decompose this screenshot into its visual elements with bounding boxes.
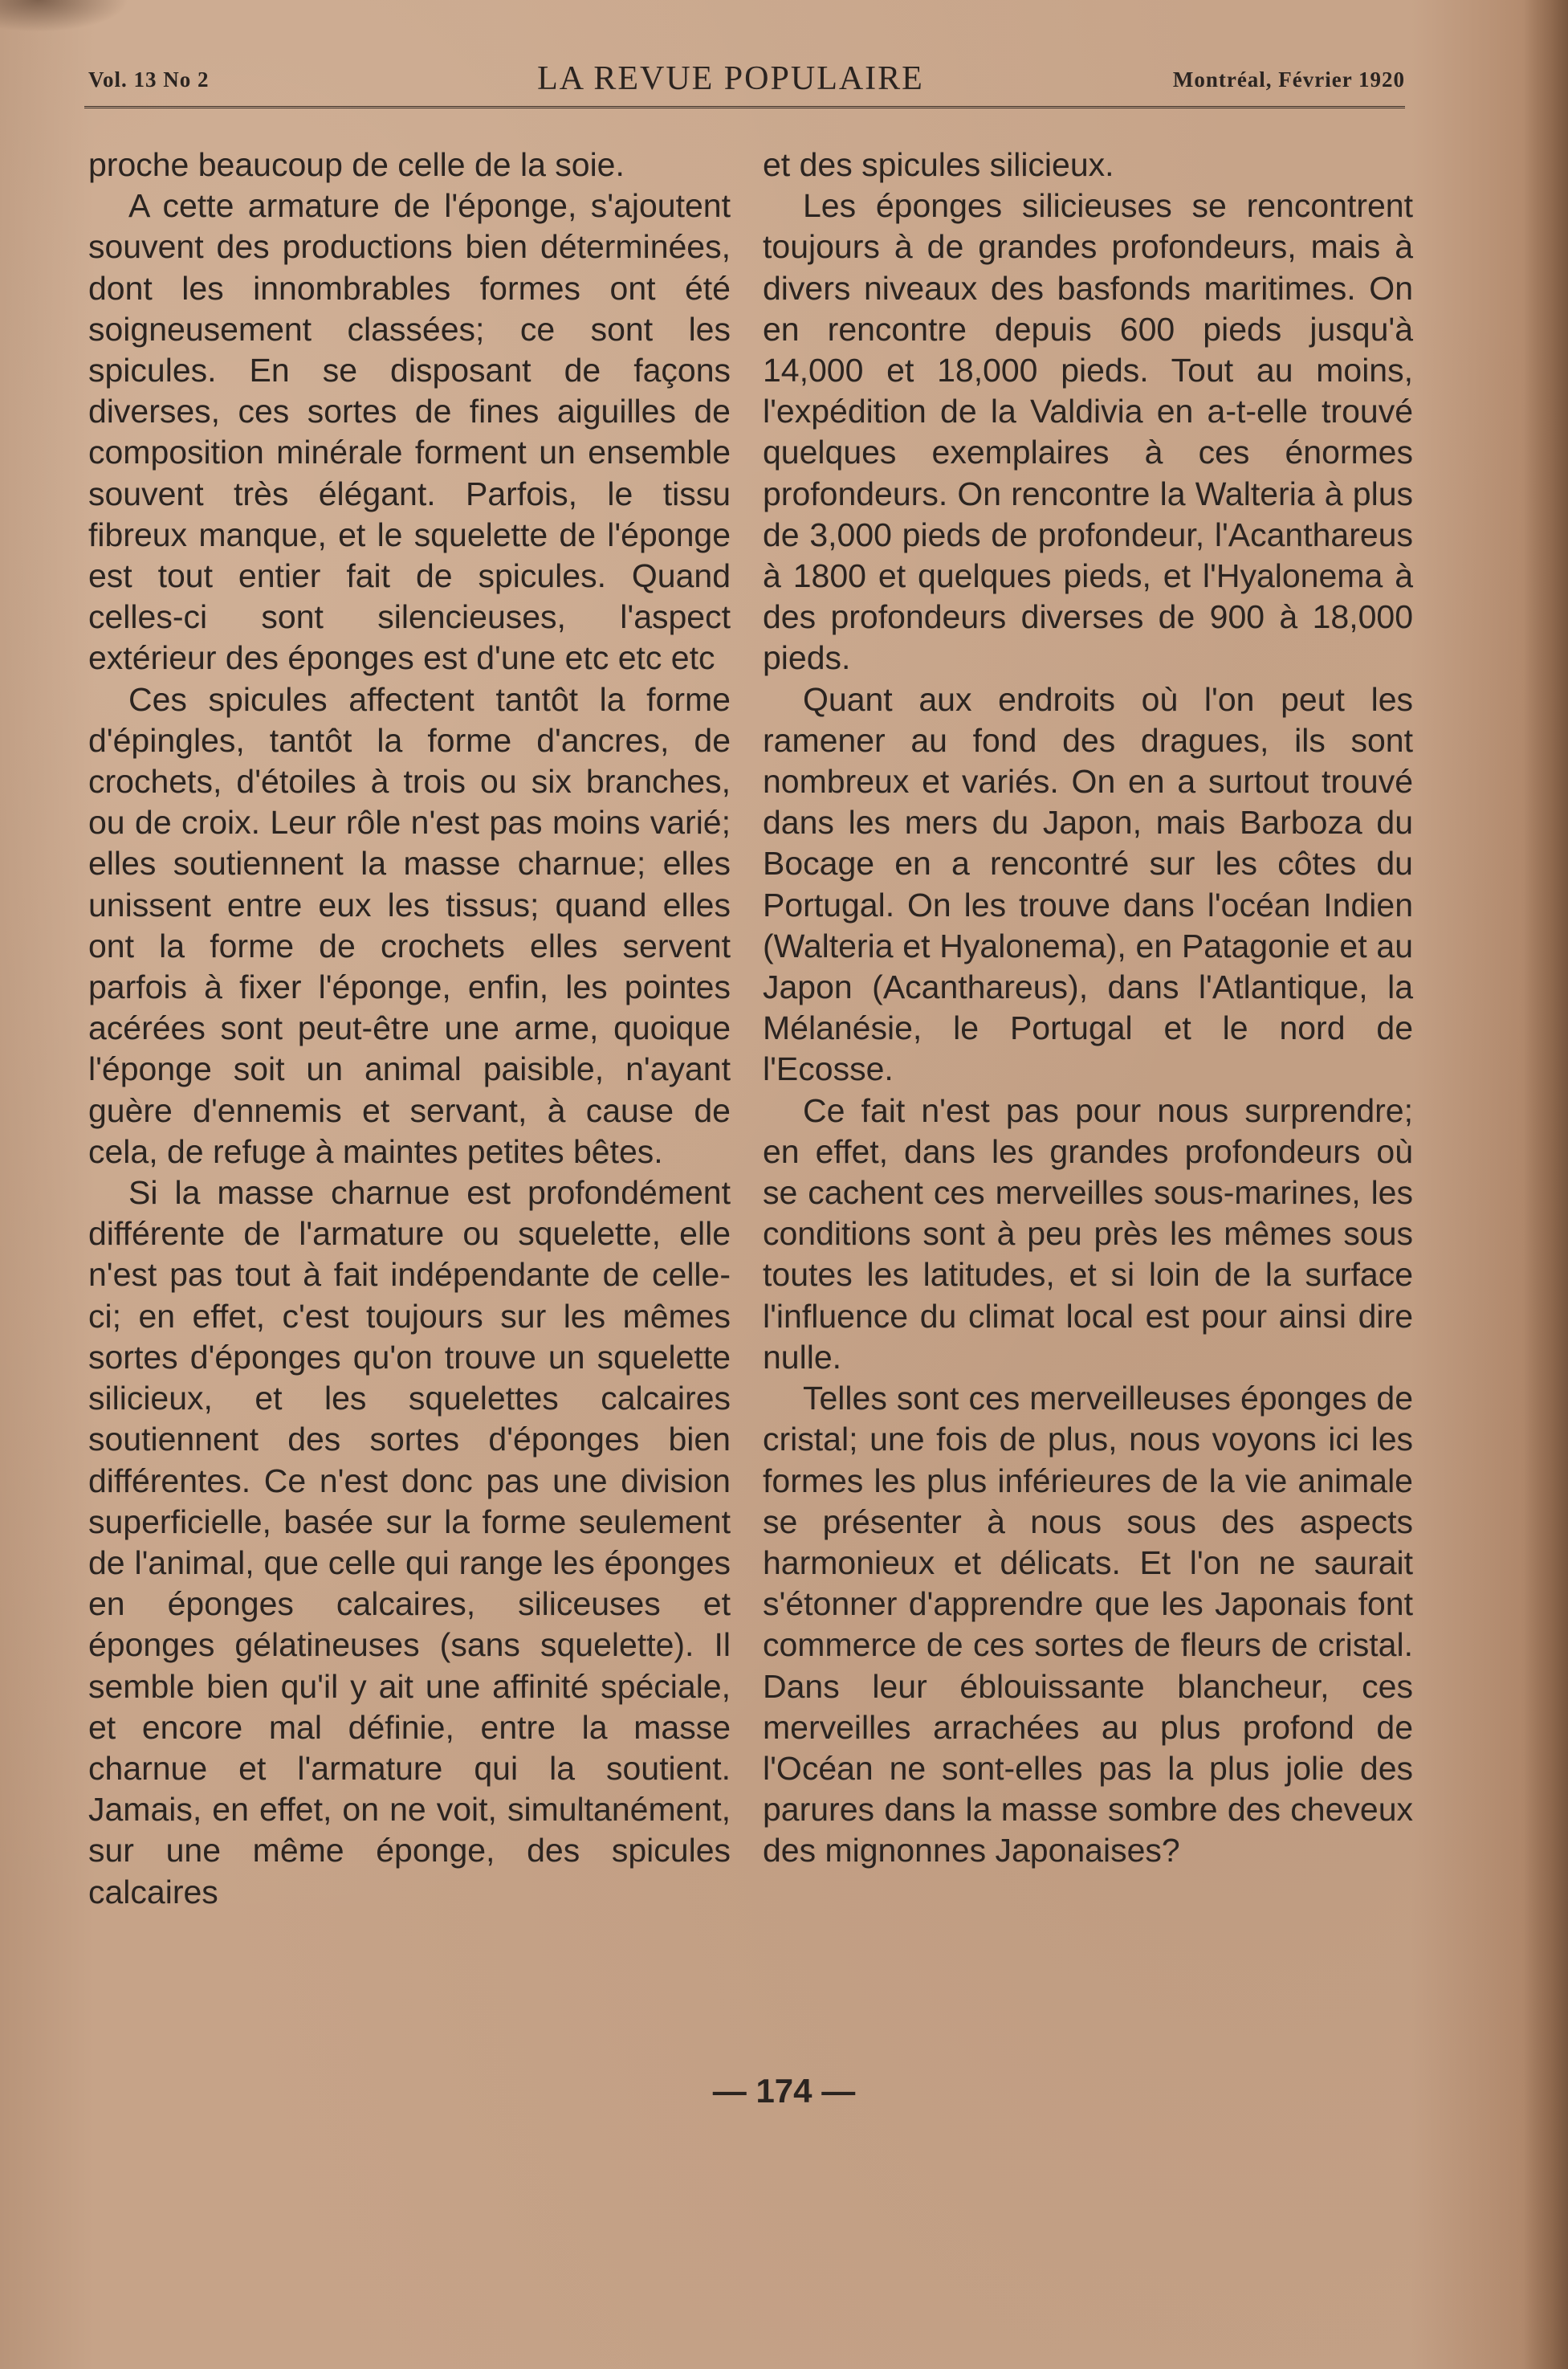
paragraph: Si la masse charnue est profondément différente de l'armature ou squelette, elle n'est pas tout à fait indépendante de celle-ci; en effet, c'est toujours sur les mêmes sortes d'éponges qu'on trouve un squelette silicieux, et les squelettes calcaires soutiennent des sortes d'éponges bien différentes. Ce n'est donc pas une division superficielle, basée sur la forme seulement de l'animal, que celle qui range les éponges en éponges calcaires, siliceuses et éponges gélatineuses (sans squelette). Il semble bien qu'il y ait une affinité spéciale, et encore mal définie, entre la masse charnue et l'armature qui la soutient. Jamais, en effet, on ne voit, simultanément, sur une même éponge, des spicules calcaires xyxy=(88,1174,731,1910)
paragraph: Ce fait n'est pas pour nous surprendre; en effet, dans les grandes profondeurs où se cachent ces merveilles sous-marines, les conditions sont à peu près les mêmes sous toutes les latitudes, et si loin de la surface l'influence du climat local est pour ainsi dire nulle. xyxy=(763,1091,1413,1376)
paragraph: Les éponges silicieuses se rencontrent toujours à de grandes profondeurs, mais à divers niveaux des basfonds maritimes. On en rencontre depuis 600 pieds jusqu'à 14,000 et 18,000 pieds. Tout au moins, l'expédition de la Valdivia en a-t-elle trouvé quelques exemplaires à ces énormes profondeurs. On rencontre la Walteria à plus de 3,000 pieds de profondeur, l'Acanthareus à 1800 et quelques pieds, et l'Hyalonema à des profondeurs diverses de 900 à 18,000 pieds. xyxy=(763,187,1413,677)
running-header xyxy=(88,56,1405,104)
paragraph: Telles sont ces merveilleuses éponges de cristal; une fois de plus, nous voyons ici les formes les plus inférieures de la vie animale se présenter à nous sous des aspects harmonieux et délicats. Et l'on ne saurait s'étonner d'apprendre que les Japonais font commerce de ces sortes de fleurs de cristal. Dans leur éblouissante blancheur, ces merveilles arrachées au plus profond de l'Océan ne sont-elles pas la plus jolie des parures dans la masse sombre des cheveux des mignonnes Japonaises? xyxy=(763,1380,1413,1870)
paragraph: proche beaucoup de celle de la soie. xyxy=(88,146,625,183)
paper-stain xyxy=(0,0,128,32)
paragraph: Quant aux endroits où l'on peut les ramener au fond des dragues, ils sont nombreux et variés. On en a surtout trouvé dans les mers du Japon, mais Barboza du Bocage en a rencontré sur les côtes du Portugal. On les trouve dans l'océan Indien (Walteria et Hyalonema), en Patagonie et au Japon (Acanthareus), dans l'Atlantique, la Mélanésie, le Portugal et le nord de l'Ecosse. xyxy=(763,680,1413,1088)
page-edge-shadow xyxy=(1524,0,1568,2369)
page-number: — 174 — xyxy=(712,2072,856,2110)
left-column xyxy=(88,145,731,1913)
paragraph: A cette armature de l'éponge, s'ajoutent souvent des productions bien déterminées, dont les innombrables formes ont été soigneusement classées; ce sont les spicules. En se disposant de façons diverses, ces sortes de fines aiguilles de composition minérale forment un ensemble souvent très élégant. Parfois, le tissu fibreux manque, et le squelette de l'éponge est tout entier fait de spicules. Quand celles-ci sont silencieuses, l'aspect extérieur des éponges est d'une etc etc etc xyxy=(88,187,731,677)
publication-title: LA REVUE POPULAIRE xyxy=(537,60,924,97)
volume-label: Vol. 13 No 2 xyxy=(88,67,210,92)
paragraph: et des spicules silicieux. xyxy=(763,146,1114,183)
right-column xyxy=(763,145,1413,1872)
paragraph: Ces spicules affectent tantôt la forme d'épingles, tantôt la forme d'ancres, de crochets, d'étoiles à trois ou six branches, ou de croix. Leur rôle n'est pas moins varié; elles soutiennent la masse charnue; elles unissent entre eux les tissus; quand elles ont la forme de crochets elles servent parfois à fixer l'éponge, enfin, les pointes acérées sont peut-être une arme, quoique l'éponge soit un animal paisible, n'ayant guère d'ennemis et servant, à cause de cela, de refuge à maintes petites bêtes. xyxy=(88,680,731,1170)
header-rule xyxy=(84,106,1405,108)
issue-date: Montréal, Février 1920 xyxy=(1172,67,1405,92)
